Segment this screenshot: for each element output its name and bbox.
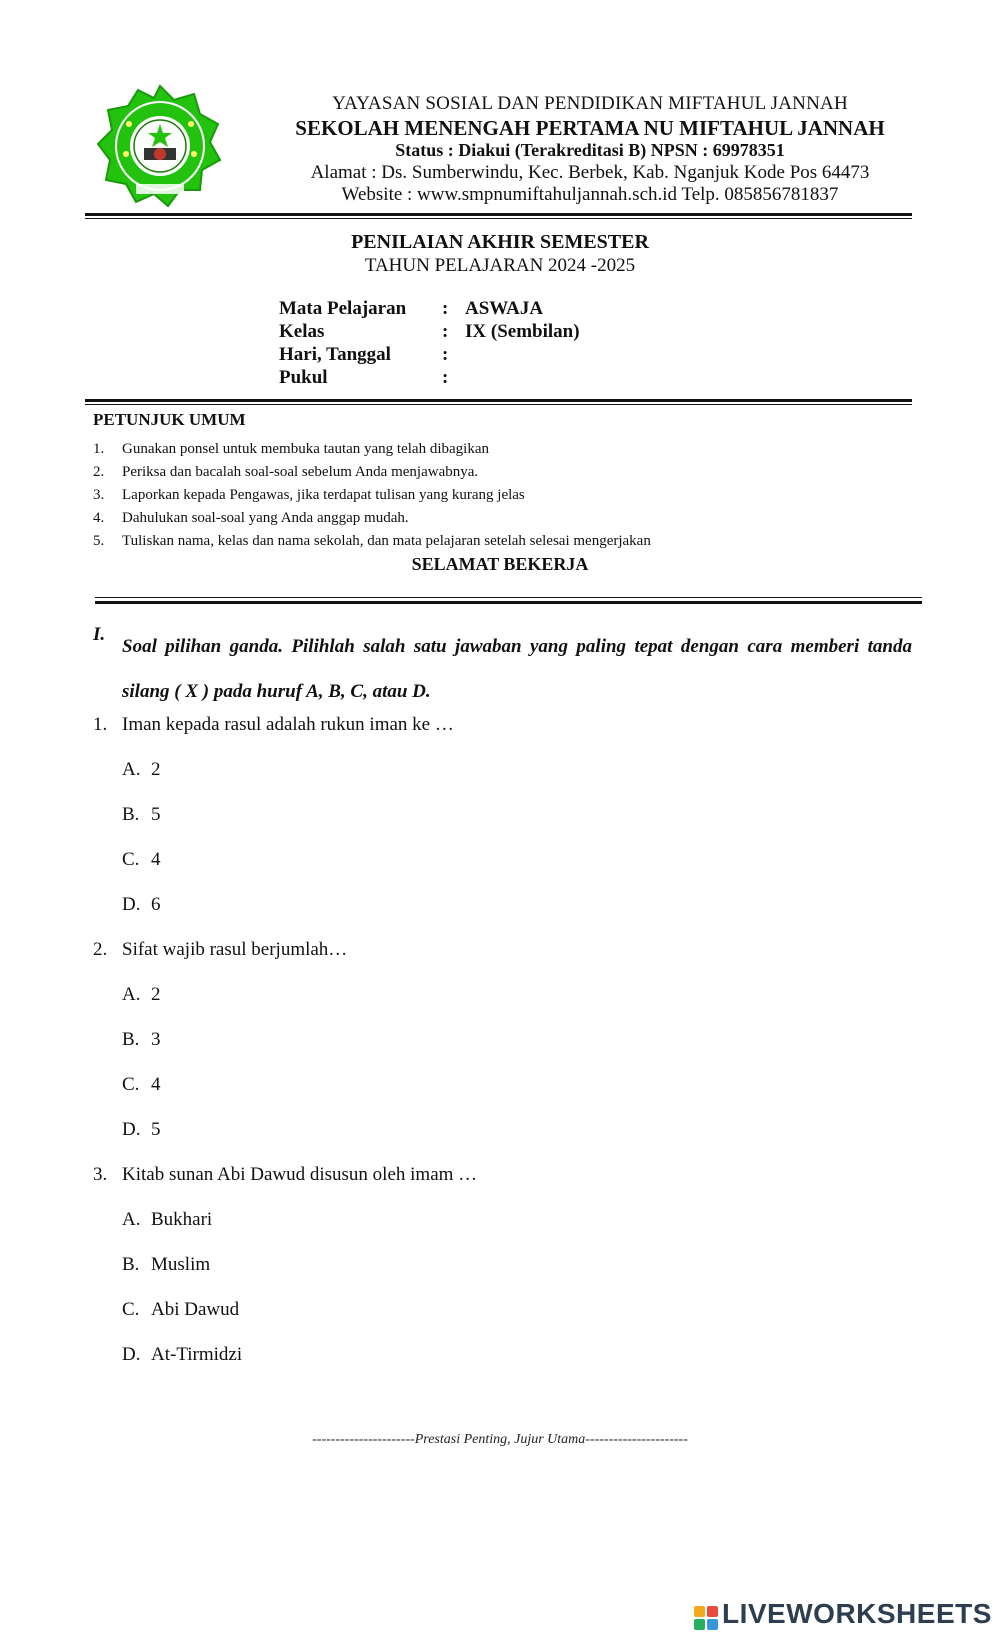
option-text: 2 (151, 984, 161, 1005)
answer-option[interactable] (122, 1299, 239, 1321)
option-letter: B. (122, 1029, 140, 1050)
answer-option[interactable] (122, 849, 161, 871)
answer-option[interactable] (122, 1254, 210, 1276)
option-text: Muslim (151, 1254, 211, 1275)
option-text: 5 (151, 804, 161, 825)
answer-option[interactable] (122, 1209, 212, 1231)
option-text: 5 (151, 1119, 161, 1140)
header-divider (85, 213, 912, 216)
instruction-text: Gunakan ponsel untuk membuka tautan yang telah dibagikan (122, 441, 489, 457)
question-text: Kitab sunan Abi Dawud disusun oleh imam … (122, 1164, 478, 1185)
option-text: Abi Dawud (151, 1299, 240, 1320)
section-number: I. (93, 624, 106, 645)
answer-option[interactable] (122, 984, 161, 1006)
question-number: 2. (93, 939, 108, 960)
option-text: 4 (151, 1074, 161, 1095)
option-letter: B. (122, 1254, 140, 1275)
info-divider (85, 399, 912, 402)
option-letter: D. (122, 1119, 141, 1140)
question-text: Sifat wajib rasul berjumlah… (122, 939, 348, 960)
exam-title: PENILAIAN AKHIR SEMESTER (351, 231, 649, 253)
option-letter: B. (122, 804, 140, 825)
option-text: 2 (151, 759, 161, 780)
school-name: SEKOLAH MENENGAH PERTAMA NU MIFTAHUL JANNAH (295, 116, 885, 140)
school-logo (96, 84, 224, 210)
school-status: Status : Diakui (Terakreditasi B) NPSN : 69978351 (395, 140, 785, 160)
question-number: 1. (93, 714, 108, 735)
foundation-name: YAYASAN SOSIAL DAN PENDIDIKAN MIFTAHUL JANNAH (332, 93, 848, 114)
instruction-text: Periksa dan bacalah soal-soal sebelum Anda menjawabnya. (122, 464, 479, 480)
option-text: 3 (151, 1029, 161, 1050)
instruction-text: Laporkan kepada Pengawas, jika terdapat tulisan yang kurang jelas (122, 487, 525, 503)
closing-greeting: SELAMAT BEKERJA (411, 554, 589, 574)
answer-option[interactable] (122, 1074, 161, 1096)
section-divider-thin (95, 597, 922, 598)
info-label: Pukul (279, 367, 328, 388)
option-letter: D. (122, 1344, 141, 1365)
liveworksheets-brand[interactable]: LIVEWORKSHEETS (722, 1598, 992, 1629)
option-text: Bukhari (151, 1209, 213, 1230)
info-colon: : (442, 321, 449, 342)
answer-option[interactable] (122, 1119, 161, 1141)
option-letter: A. (122, 984, 141, 1005)
answer-option[interactable] (122, 1344, 242, 1366)
info-value: IX (Sembilan) (465, 321, 580, 342)
section-divider (95, 601, 922, 604)
option-letter: C. (122, 849, 140, 870)
instruction-text: Tuliskan nama, kelas dan nama sekolah, dan mata pelajaran setelah selesai mengerjakan (122, 533, 651, 549)
exam-year: TAHUN PELAJARAN 2024 -2025 (364, 255, 636, 276)
instruction-number: 1. (93, 441, 105, 457)
liveworksheets-logo-icon (694, 1606, 718, 1630)
info-colon: : (442, 298, 449, 319)
info-value: ASWAJA (465, 298, 544, 319)
footer-motto: ----------------------Prestasi Penting, Jujur Utama---------------------- (312, 1432, 688, 1447)
info-label: Hari, Tanggal (279, 344, 391, 365)
option-text: 6 (151, 894, 161, 915)
option-letter: A. (122, 1209, 141, 1230)
option-letter: C. (122, 1074, 140, 1095)
option-letter: A. (122, 759, 141, 780)
instruction-number: 5. (93, 533, 105, 549)
instruction-number: 3. (93, 487, 105, 503)
instruction-number: 4. (93, 510, 105, 526)
info-label: Mata Pelajaran (279, 298, 407, 319)
option-text: At-Tirmidzi (151, 1344, 243, 1365)
instruction-number: 2. (93, 464, 105, 480)
answer-option[interactable] (122, 804, 161, 826)
school-address: Alamat : Ds. Sumberwindu, Kec. Berbek, Kab. Nganjuk Kode Pos 64473 (310, 162, 870, 183)
answer-option[interactable] (122, 894, 161, 916)
info-label: Kelas (279, 321, 325, 342)
option-letter: D. (122, 894, 141, 915)
question-text: Iman kepada rasul adalah rukun iman ke … (122, 714, 454, 735)
header-divider-thin (85, 218, 912, 219)
answer-option[interactable] (122, 1029, 161, 1051)
school-website: Website : www.smpnumiftahuljannah.sch.id Telp. 085856781837 (341, 184, 839, 205)
question-number: 3. (93, 1164, 108, 1185)
info-colon: : (442, 367, 449, 388)
answer-option[interactable] (122, 759, 161, 781)
section-instruction: Soal pilihan ganda. Pilihlah salah satu jawaban yang paling tepat dengan cara memberi tanda silang ( X ) pada huruf A, B, C, atau D. (122, 636, 912, 702)
option-text: 4 (151, 849, 161, 870)
info-divider-thin (85, 404, 912, 405)
instruction-text: Dahulukan soal-soal yang Anda anggap mudah. (122, 510, 409, 526)
instructions-heading: PETUNJUK UMUM (93, 410, 246, 429)
info-colon: : (442, 344, 449, 365)
option-letter: C. (122, 1299, 140, 1320)
